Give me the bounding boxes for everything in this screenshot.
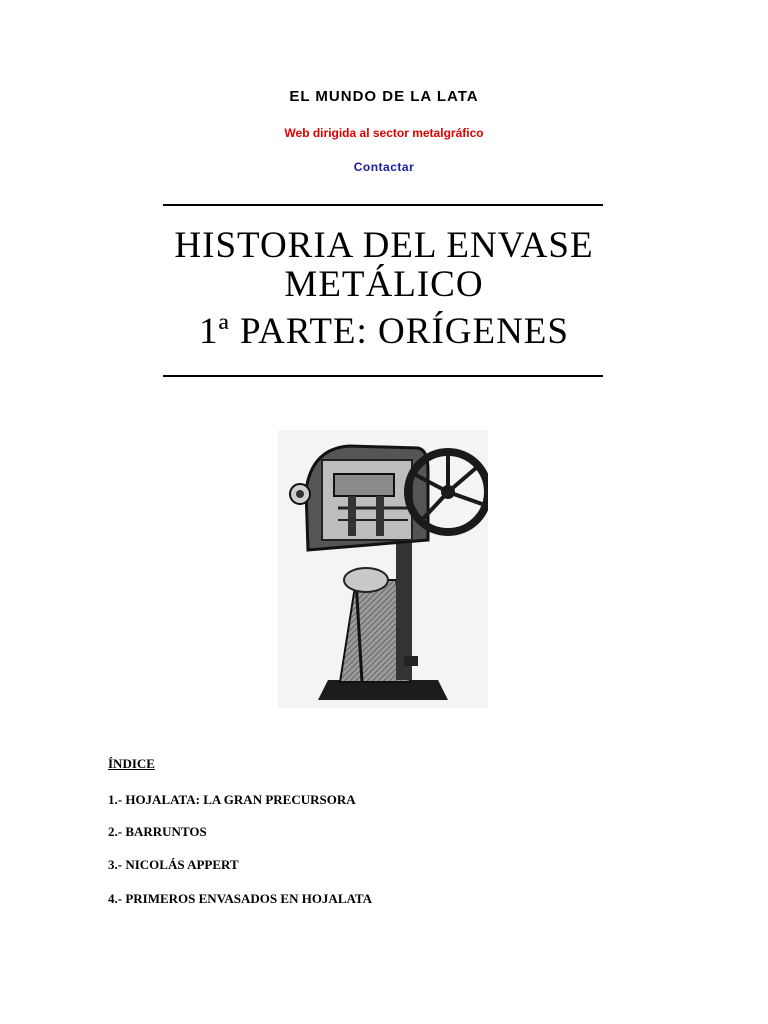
site-title: EL MUNDO DE LA LATA	[289, 88, 479, 105]
page-title-line-1: HISTORIA DEL ENVASE	[174, 225, 594, 266]
page-title-line-2: METÁLICO	[284, 264, 484, 305]
index-item-3[interactable]: 3.- NICOLÁS APPERT	[108, 857, 239, 872]
can-making-machine-icon	[278, 430, 488, 708]
contact-link[interactable]: Contactar	[353, 160, 415, 174]
machine-illustration	[278, 430, 488, 708]
top-divider	[163, 204, 603, 206]
bottom-divider	[163, 375, 603, 377]
index-item-1[interactable]: 1.- HOJALATA: LA GRAN PRECURSORA	[108, 792, 356, 807]
index-item-4[interactable]: 4.- PRIMEROS ENVASADOS EN HOJALATA	[108, 891, 373, 906]
index-heading: ÍNDICE	[108, 756, 155, 771]
index-item-2[interactable]: 2.- BARRUNTOS	[108, 824, 207, 839]
site-tagline: Web dirigida al sector metalgráfico	[284, 126, 484, 140]
page-title	[0, 226, 768, 304]
page-subtitle: 1ª PARTE: ORÍGENES	[199, 311, 569, 352]
